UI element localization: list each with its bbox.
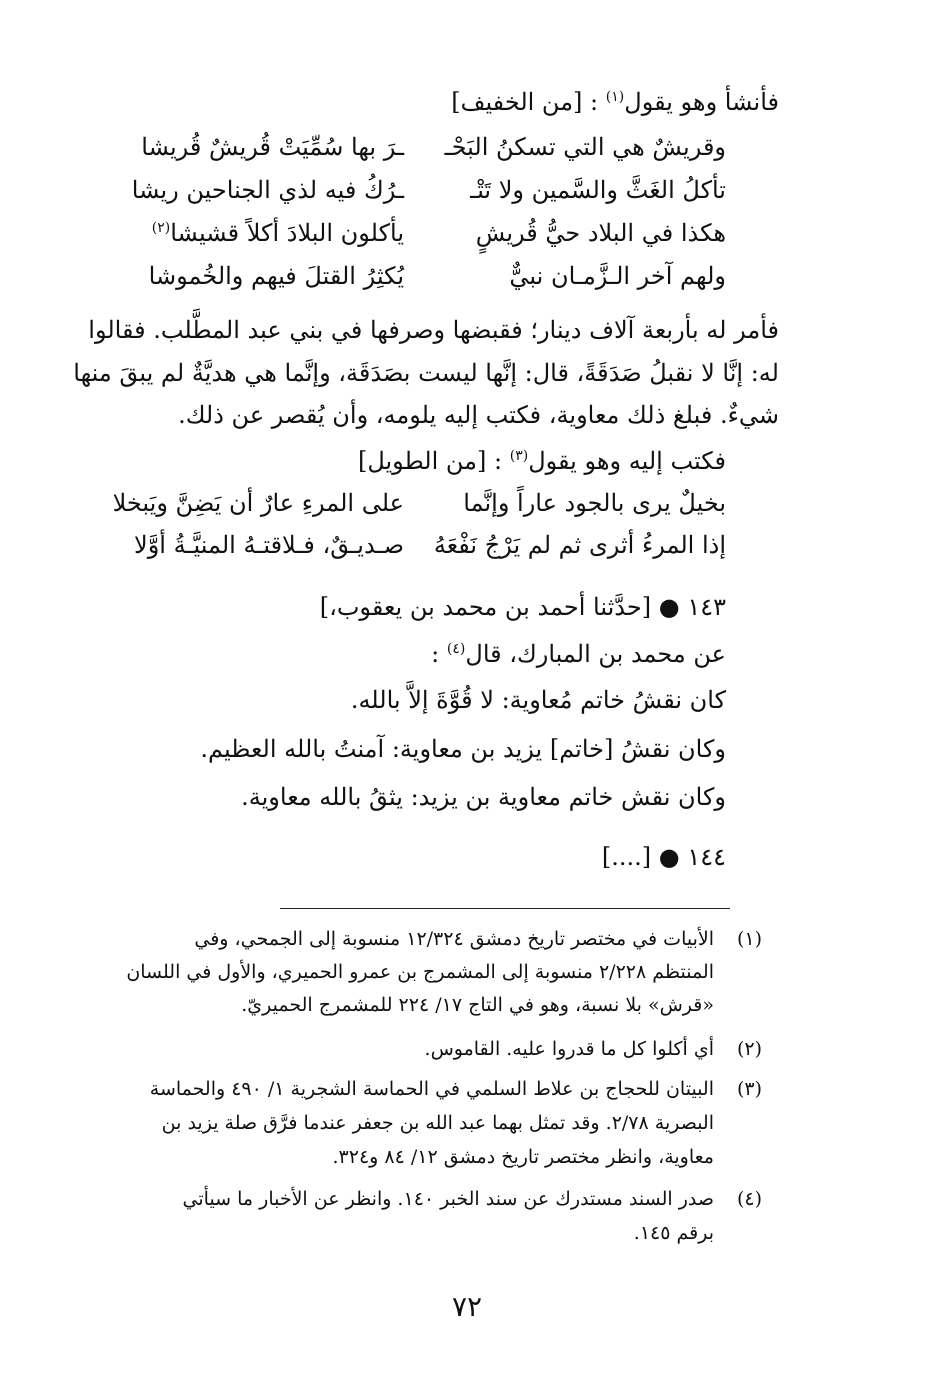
colon: : xyxy=(431,640,440,668)
footnote-ref: (٣) xyxy=(509,448,529,464)
hadith-143-line xyxy=(431,640,726,668)
isnad-text: [حدَّثنا أحمد بن محمد بن يعقوب،] xyxy=(319,593,652,621)
footnote-number: (٣) xyxy=(736,1078,762,1100)
footnote-separator xyxy=(280,908,730,909)
paragraph-line: فأمر له بأربعة آلاف دينار؛ فقبضها وصرفها في بني عبد المطَّلب. فقالوا xyxy=(88,316,779,344)
footnote-ref: (٢) xyxy=(151,220,171,236)
narration-text: عن محمد بن المبارك، قال xyxy=(465,640,726,668)
paragraph-line: شيءٌ. فبلغ ذلك معاوية، فكتب إليه يلومه، وأن يُقصر عن ذلك. xyxy=(178,401,779,429)
hemistich-first: إذا المرءُ أثرى ثم لم يَرْجُ نَفْعَهُ xyxy=(433,531,726,559)
footnote-number: (١) xyxy=(736,928,762,950)
footnote-line: المنتظم ٢/٢٢٨ منسوبة إلى المشمرج بن عمرو الحميري، والأول في اللسان xyxy=(126,961,714,983)
footnote-ref: (٤) xyxy=(446,641,466,657)
intro-text: فأنشأ وهو يقول xyxy=(624,88,779,116)
poem-intro xyxy=(358,447,726,475)
paragraph-line: له: إنَّا لا نقبلُ صَدَقَةً، قال: إنَّها ليست بصَدَقَة، وإنَّما هي هديَّةٌ لم يبقَ منها xyxy=(73,359,779,387)
footnote-ref: (١) xyxy=(605,89,625,105)
omission-text: [....] xyxy=(601,843,652,871)
hadith-143-line: وكان نقشُ [خاتم] يزيد بن معاوية: آمنتُ بالله العظيم. xyxy=(200,735,726,763)
hadith-144-heading xyxy=(602,843,726,871)
hadith-143-line: كان نقشُ خاتم مُعاوية: لا قُوَّةَ إلاَّ بالله. xyxy=(350,686,726,714)
hemistich-second: على المرءِ عارٌ أن يَضِنَّ ويَبخلا xyxy=(112,489,404,517)
intro-text: فكتب إليه وهو يقول xyxy=(528,447,726,475)
footnote-line: أي أكلوا كل ما قدروا عليه. القاموس. xyxy=(424,1038,714,1060)
hemistich-second: يُكثِرُ القتلَ فيهم والخُموشا xyxy=(148,262,404,290)
hemistich-first: وقريشٌ هي التي تسكنُ البَحْـ xyxy=(444,133,726,161)
footnote-line: البصرية ٢/٧٨. وقد تمثل بهما عبد الله بن جعفر عندما فرَّق صلة يزيد بن xyxy=(161,1112,714,1134)
hemistich-second: ـرَ بها سُمِّيَتْ قُريشٌ قُريشا xyxy=(141,133,404,161)
hadith-143-heading xyxy=(320,593,726,621)
hemistich-first: تأكلُ الغَثَّ والسَّمين ولا تَتْـ xyxy=(470,176,726,204)
bullet-icon: ● xyxy=(658,843,680,871)
hadith-number: ١٤٤ xyxy=(687,843,726,871)
hemistich-first: هكذا في البلاد حيُّ قُريشٍ xyxy=(475,219,726,247)
poem-intro xyxy=(451,88,779,116)
hemistich-second: ـرُكُ فيه لذي الجناحين ريشا xyxy=(131,176,404,204)
footnote-line: برقم ١٤٥. xyxy=(633,1222,714,1244)
footnote-line: الأبيات في مختصر تاريخ دمشق ١٢/٣٢٤ منسوبة إلى الجمحي، وفي xyxy=(194,928,714,950)
footnote-line: معاوية، وانظر مختصر تاريخ دمشق ١٢/ ٨٤ و٣٢٤. xyxy=(332,1146,714,1168)
page-number: ٧٢ xyxy=(451,1290,483,1323)
meter-label: : [من الطويل] xyxy=(357,447,503,475)
footnote-line: صدر السند مستدرك عن سند الخبر ١٤٠. وانظر عن الأخبار ما سيأتي xyxy=(182,1188,714,1210)
hemistich-first: بخيلٌ يرى بالجود عاراً وإنَّما xyxy=(463,489,726,517)
footnote-number: (٢) xyxy=(736,1038,762,1060)
hemistich-second xyxy=(152,219,404,247)
hemistich-text: يأكلون البلادَ أكلاً قشيشا xyxy=(170,219,404,247)
footnote-line: «قرش» بلا نسبة، وهو في التاج ١٧/ ٢٢٤ للمشمرج الحميريّ. xyxy=(241,994,714,1016)
hadith-number: ١٤٣ xyxy=(687,593,726,621)
hemistich-second: صـديـقٌ، فـلاقتـهُ المنيَّـةُ أوَّلا xyxy=(134,531,404,559)
bullet-icon: ● xyxy=(658,593,680,621)
footnote-number: (٤) xyxy=(736,1188,762,1210)
meter-label: : [من الخفيف] xyxy=(451,88,599,116)
hadith-143-line: وكان نقش خاتم معاوية بن يزيد: يثقُ بالله معاوية. xyxy=(241,783,726,811)
footnote-line: البيتان للحجاج بن علاط السلمي في الحماسة الشجرية ١/ ٤٩٠ والحماسة xyxy=(149,1078,714,1100)
hemistich-first: ولهم آخر الـزَّمـان نبيٌّ xyxy=(509,262,726,290)
